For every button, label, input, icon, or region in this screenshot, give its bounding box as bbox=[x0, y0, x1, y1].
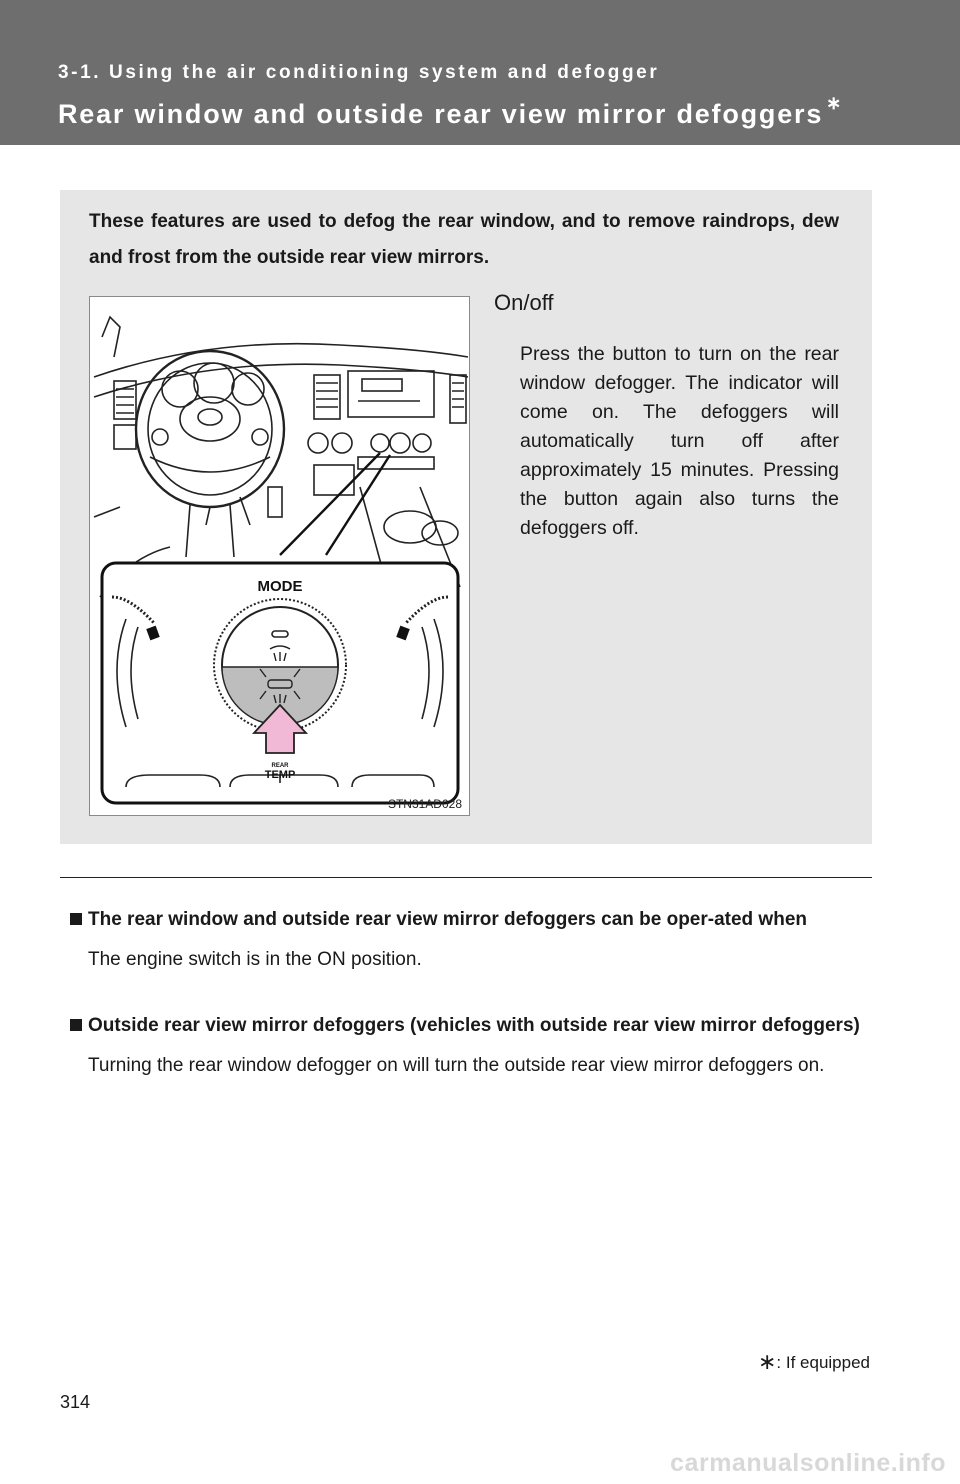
note-heading bbox=[70, 1010, 860, 1041]
onoff-description: Press the button to turn on the rear window defogger. The indicator will come on. The defoggers will automatically turn off after approximately 15 minutes. Pressing the button again also turns the defoggers off. bbox=[520, 343, 839, 539]
dashboard-illustration bbox=[89, 296, 470, 816]
note-body: Turning the rear window defogger on will turn the outside rear view mirror defoggers on. bbox=[88, 1055, 825, 1076]
dashboard-drawing bbox=[90, 297, 470, 816]
chapter-header bbox=[0, 0, 960, 145]
rear-label: REAR bbox=[271, 763, 289, 769]
info-box bbox=[60, 190, 872, 844]
note-operating-conditions bbox=[70, 904, 860, 975]
footnote-mark: ∗ bbox=[757, 1349, 777, 1374]
page-title-text: Rear window and outside rear view mirror defoggers bbox=[58, 99, 824, 129]
note-heading-text: The rear window and outside rear view mirror defoggers can be oper-ated when bbox=[88, 909, 807, 930]
footnote bbox=[758, 1348, 870, 1374]
page-number: 314 bbox=[60, 1392, 91, 1412]
intro-text: These features are used to defog the rear window, and to remove raindrops, dew and frost from the outside rear view mirrors. bbox=[89, 211, 839, 268]
watermark: carmanualsonline.info bbox=[670, 1449, 946, 1477]
footnote-text: : If equipped bbox=[776, 1353, 870, 1372]
note-body: The engine switch is in the ON position. bbox=[88, 949, 422, 970]
temp-label: TEMP bbox=[264, 769, 296, 781]
note-heading bbox=[70, 904, 860, 935]
bullet-square-icon bbox=[70, 1019, 82, 1031]
bullet-square-icon bbox=[70, 913, 82, 925]
note-heading-text: Outside rear view mirror defoggers (vehicles with outside rear view mirror defoggers) bbox=[88, 1015, 860, 1036]
page-title bbox=[58, 93, 844, 130]
figure-code: STN31AD028 bbox=[387, 797, 462, 811]
mode-label: MODE bbox=[257, 578, 303, 595]
section-divider bbox=[60, 877, 872, 878]
note-mirror-defoggers bbox=[70, 1010, 860, 1081]
section-label: 3-1. Using the air conditioning system and defogger bbox=[58, 62, 660, 83]
if-equipped-mark: ∗ bbox=[826, 93, 844, 113]
onoff-heading: On/off bbox=[494, 290, 554, 315]
